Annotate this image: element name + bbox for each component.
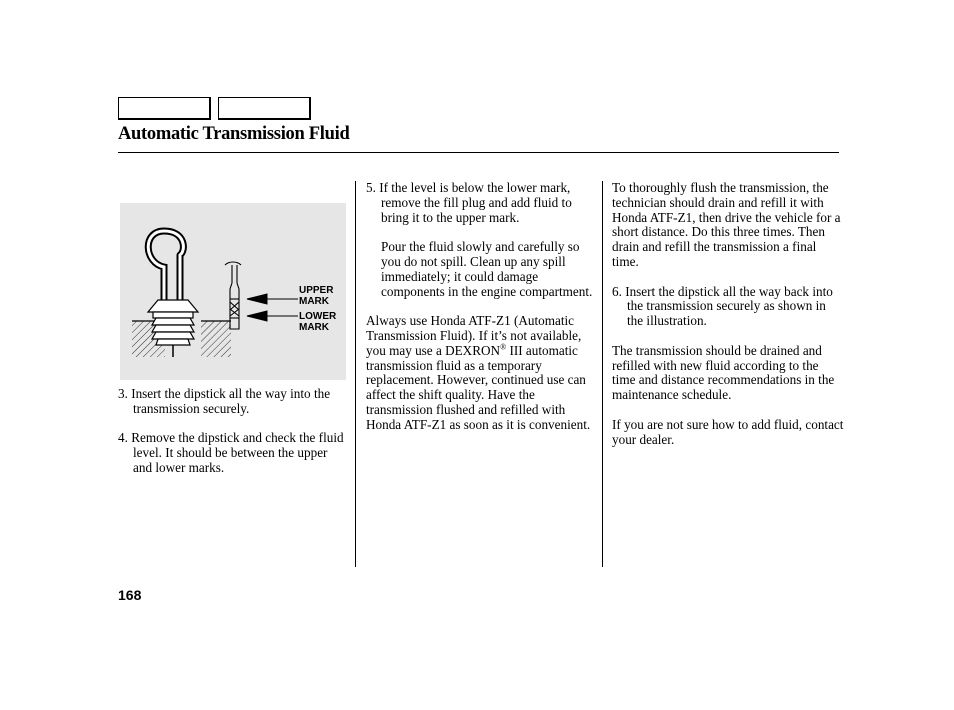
step-6: 6. Insert the dipstick all the way back into the transmission securely as shown in the illustration. xyxy=(612,283,833,329)
step-5-note: Pour the fluid slowly and carefully so you do not spill. Clean up any spill immediately; it could damage components in the engine compartment. xyxy=(381,239,593,299)
page-number: 168 xyxy=(118,587,142,603)
flush-paragraph: To thoroughly flush the transmission, the technician should drain and refill it with Honda ATF-Z1, then drive the vehicle for a short distance. Do this three times. Then drain and refill the transmission a final time. xyxy=(612,180,841,269)
atf-text-after: III automatic transmission fluid as a temporary replacement. However, continued use can affect the shift quality. Have the transmission flushed and refilled with Honda ATF-Z1 as soon as it is convenient. xyxy=(366,342,591,432)
dipstick-tip-detail xyxy=(225,262,241,329)
page-title: Automatic Transmission Fluid xyxy=(118,124,350,144)
column-2 xyxy=(366,181,594,433)
mark-arrows xyxy=(247,294,298,321)
atf-paragraph xyxy=(366,314,594,432)
column-divider-1 xyxy=(355,181,356,567)
step-4: 4. Remove the dipstick and check the fluid level. It should be between the upper and lower marks. xyxy=(118,430,344,475)
dipstick-illustration xyxy=(120,203,346,380)
step-3: 3. Insert the dipstick all the way into the transmission securely. xyxy=(118,386,331,416)
title-rule xyxy=(118,152,839,153)
upper-mark-label: UPPER MARK xyxy=(299,285,334,307)
atf-text-before: Always use Honda ATF-Z1 (Automatic Transmission Fluid). If it’s not available, you may use a DEXRON xyxy=(366,313,582,358)
column-divider-2 xyxy=(602,181,603,567)
schedule-paragraph: The transmission should be drained and refilled with new fluid according to the time and distance recommendations in the maintenance schedule. xyxy=(612,342,835,403)
column-1 xyxy=(118,387,346,476)
nav-tab-1[interactable] xyxy=(118,97,211,120)
step-5: 5. If the level is below the lower mark, remove the fill plug and add fluid to bring it to the upper mark. xyxy=(366,180,572,225)
nav-tab-2[interactable] xyxy=(218,97,311,120)
dealer-paragraph: If you are not sure how to add fluid, contact your dealer. xyxy=(612,416,844,447)
column-3 xyxy=(612,181,844,447)
dipstick-handle xyxy=(148,231,183,300)
registered-mark: ® xyxy=(500,342,507,352)
lower-mark-label: LOWER MARK xyxy=(299,311,337,333)
